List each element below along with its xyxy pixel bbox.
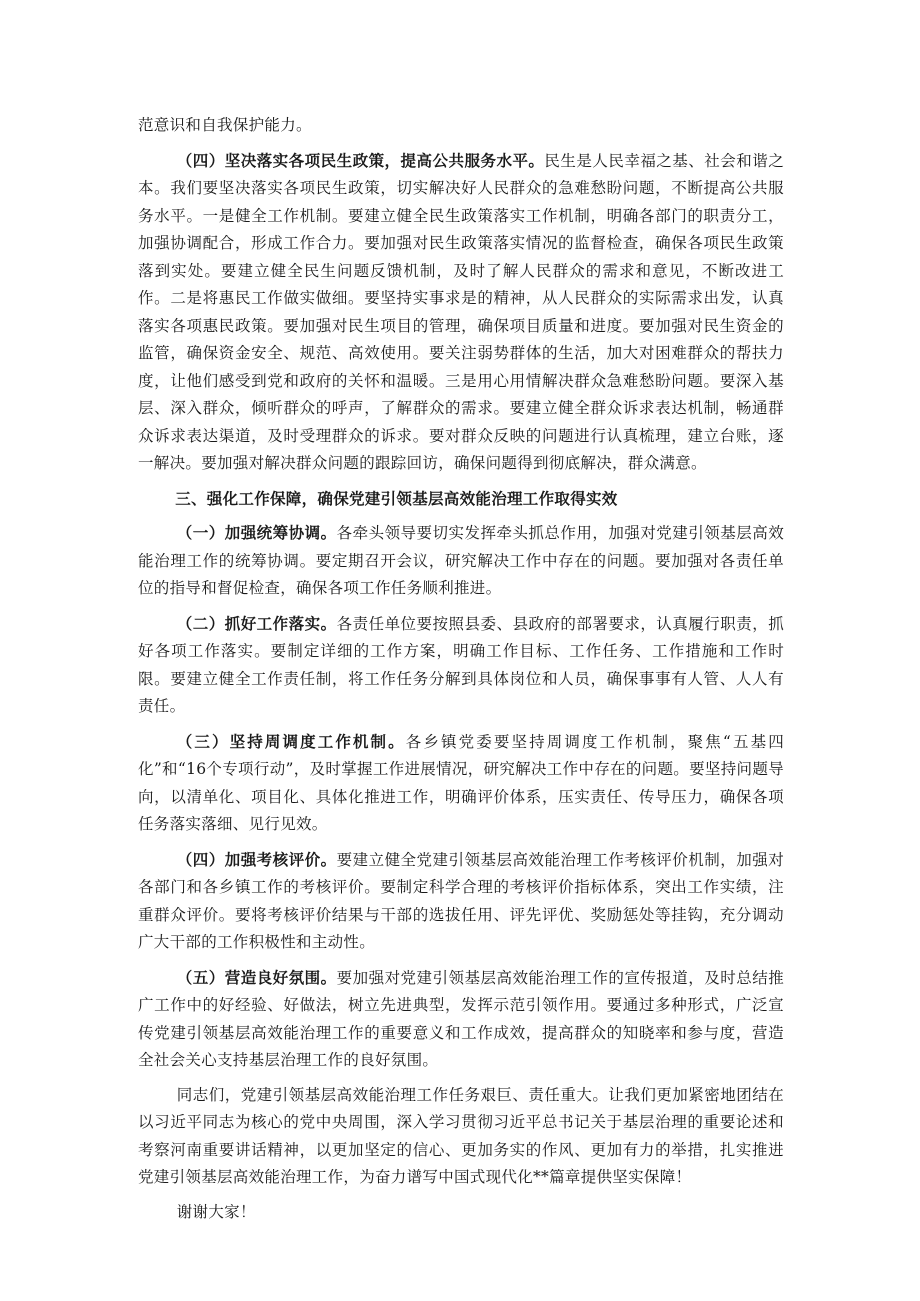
subsection-5-lead: （五）营造良好氛围。 (176, 967, 337, 987)
subsection-2-lead: （二）抓好工作落实。 (176, 613, 337, 633)
subsection-4-lead: （四）加强考核评价。 (176, 849, 337, 869)
intro-fragment: 范意识和自我保护能力。 (138, 116, 312, 134)
subsection-5-text: 要加强对党建引领基层高效能治理工作的宣传报道，及时总结推广工作中的好经验、好做法，树立先进典型，发挥示范引领作用。要通过多种形式，广泛宣传党建引领基层高效能治理工作的重要意义和工作成效，提高群众的知晓率和参与度，营造全社会关心支持基层治理工作的良好氛围。 (138, 968, 784, 1069)
subsection-3 (138, 728, 784, 839)
subsection-1 (138, 519, 784, 603)
subsection-3-lead: （三）坚持周调度工作机制。 (176, 731, 406, 751)
subsection-1-lead: （一）加强统筹协调。 (176, 523, 337, 542)
chapter-heading: 三、强化工作保障，确保党建引领基层高效能治理工作取得实效 (175, 488, 618, 508)
subsection-5 (138, 964, 784, 1075)
subsection-4-text: 要建立健全党建引领基层高效能治理工作考核评价机制，加强对各部门和各乡镇工作的考核评价。要制定科学合理的考核评价指标体系，突出工作实绩，注重群众评价。要将考核评价结果与干部的选拔任用、评先评优、奖励惩处等挂钩，充分调动广大干部的工作积极性和主动性。 (138, 850, 784, 951)
subsection-3-text: 各乡镇党委要坚持周调度工作机制，聚焦“五基四化”和“16个专项行动”，及时掌握工作进展情况，研究解决工作中存在的问题。要坚持问题导向，以清单化、项目化、具体化推进工作，明确评价体系，压实责任、传导压力，确保各项任务落实落细、见行见效。 (138, 732, 785, 833)
subsection-2-text: 各责任单位要按照县委、县政府的部署要求，认真履行职责，抓好各项工作落实。要制定详细的工作方案，明确工作目标、工作任务、工作措施和工作时限。要建立健全工作责任制，将工作任务分解到具体岗位和人员，确保事事有人管、人人有责任。 (138, 614, 784, 715)
subsection-2 (138, 610, 784, 721)
section-four-paragraph (138, 147, 784, 478)
thanks-line: 谢谢大家！ (176, 1202, 256, 1221)
document-page (138, 112, 784, 1226)
subsection-4 (138, 846, 784, 957)
section-four-lead: （四）坚决落实各项民生政策，提高公共服务水平。 (176, 150, 545, 170)
subsection-1-text: 各牵头领导要切实发挥牵头抓总作用，加强对党建引领基层高效能治理工作的统筹协调。要定期召开会议，研究解决工作中存在的问题。要加强对各责任单位的指导和督促检查，确保各项工作任务顺利推进。 (138, 524, 784, 597)
closing-paragraph: 同志们，党建引领基层高效能治理工作任务艰巨、责任重大。让我们更加紧密地团结在以习近平同志为核心的党中央周围，深入学习贯彻习近平总书记关于基层治理的重要论述和考察河南重要讲话精神，以更加坚定的信心、更加务实的作风、更加有力的举措，扎实推进党建引领基层高效能治理工作，为奋力谱写中国式现代化**篇章提供坚实保障！ (138, 1085, 784, 1186)
section-four-text: 民生是人民幸福之基、社会和谐之本。我们要坚决落实各项民生政策，切实解决好人民群众的急难愁盼问题，不断提高公共服务水平。一是健全工作机制。要建立健全民生政策落实工作机制，明确各部门的职责分工，加强协调配合，形成工作合力。要加强对民生政策落实情况的监督检查，确保各项民生政策落到实处。要建立健全民生问题反馈机制，及时了解人民群众的需求和意见，不断改进工作。二是将惠民工作做实做细。要坚持实事求是的精神，从人民群众的实际需求出发，认真落实各项惠民政策。要加强对民生项目的管理，确保项目质量和进度。要加强对民生资金的监管，确保资金安全、规范、高效使用。要关注弱势群体的生活，加大对困难群众的帮扶力度，让他们感受到党和政府的关怀和温暖。三是用心用情解决群众急难愁盼问题。要深入基层、深入群众，倾听群众的呼声，了解群众的需求。要建立健全群众诉求表达机制，畅通群众诉求表达渠道，及时受理群众的诉求。要对群众反映的问题进行认真梳理，建立台账，逐一解决。要加强对解决群众问题的跟踪回访，确保问题得到彻底解决，群众满意。 (138, 151, 784, 472)
